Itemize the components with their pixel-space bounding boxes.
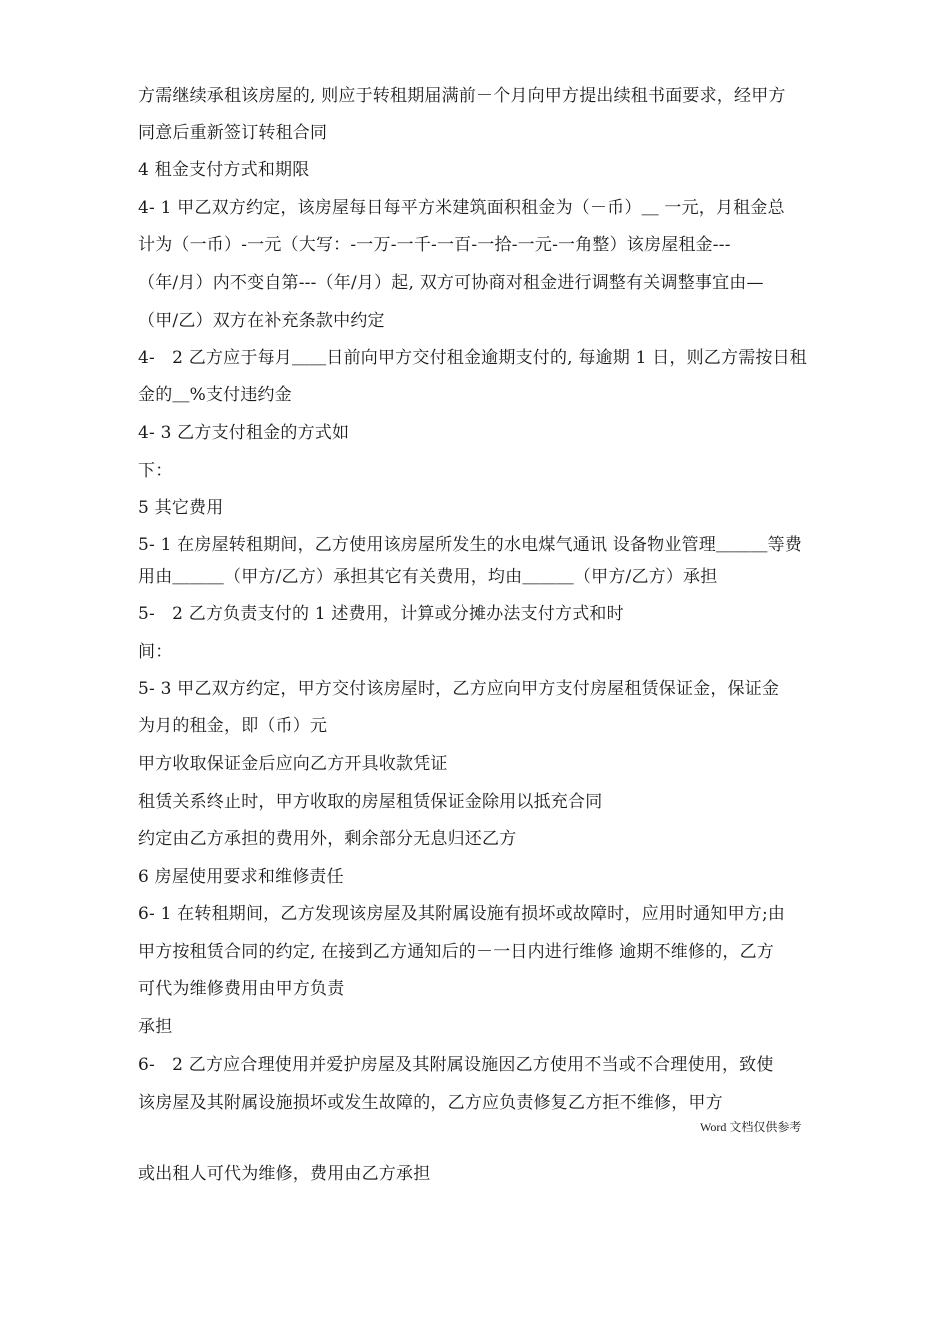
- text-line: 约定由乙方承担的费用外，剩余部分无息归还乙方: [138, 829, 517, 849]
- text-line: 5- 2 乙方负责支付的 1 述费用，计算或分摊办法支付方式和时: [138, 604, 624, 624]
- text-line: 或出租人可代为维修，费用由乙方承担: [138, 1164, 431, 1184]
- section-heading: 6 房屋使用要求和维修责任: [138, 867, 344, 887]
- text-line: 甲方按租赁合同的约定, 在接到乙方通知后的－一日内进行维修 逾期不维修的，乙方: [138, 942, 775, 962]
- text-line: 方需继续承租该房屋的, 则应于转租期届满前－个月向甲方提出续租书面要求，经甲方: [138, 86, 786, 106]
- text-line: 同意后重新签订转租合同: [138, 123, 328, 143]
- text-line: 4- 1 甲乙双方约定，该房屋每日每平方米建筑面积租金为（－币）＿ 一元，月租金总: [138, 198, 785, 218]
- text-line: 为月的租金，即（币）元: [138, 716, 328, 736]
- section-heading: 5 其它费用: [138, 498, 224, 518]
- text-line: 金的＿%支付违约金: [138, 385, 292, 405]
- text-line: （甲/乙）双方在补充条款中约定: [138, 311, 385, 331]
- text-line: 4- 3 乙方支付租金的方式如: [138, 423, 350, 443]
- text-line: 承担: [138, 1017, 173, 1037]
- text-line: 甲方收取保证金后应向乙方开具收款凭证: [138, 754, 448, 774]
- section-heading: 4 租金支付方式和期限: [138, 160, 310, 180]
- text-line: 间：: [138, 642, 173, 662]
- text-line: 计为（一币）-一元（大写：-一万-一千-一百-一拾-一元-一角整）该房屋租金---: [138, 235, 731, 255]
- text-line: （年/月）内不变自第---（年/月）起, 双方可协商对租金进行调整有关调整事宜由—: [138, 273, 764, 293]
- text-line: 6- 2 乙方应合理使用并爱护房屋及其附属设施因乙方使用不当或不合理使用，致使: [138, 1055, 774, 1075]
- text-line: 用由＿＿＿（甲方/乙方）承担其它有关费用，均由＿＿＿（甲方/乙方）承担: [138, 567, 718, 587]
- footer-note: Word 文档仅供参考: [700, 1120, 802, 1134]
- text-line: 下：: [138, 461, 173, 481]
- text-line: 5- 1 在房屋转租期间，乙方使用该房屋所发生的水电煤气通讯 设备物业管理＿＿＿等费: [138, 535, 802, 555]
- text-line: 可代为维修费用由甲方负责: [138, 979, 345, 999]
- text-line: 4- 2 乙方应于每月＿＿日前向甲方交付租金逾期支付的, 每逾期 1 日，则乙方需按日租: [138, 348, 808, 368]
- text-line: 该房屋及其附属设施损坏或发生故障的，乙方应负责修复乙方拒不维修，甲方: [138, 1093, 723, 1113]
- text-line: 5- 3 甲乙双方约定，甲方交付该房屋时，乙方应向甲方支付房屋租赁保证金，保证金: [138, 679, 780, 699]
- text-line: 租赁关系终止时，甲方收取的房屋租赁保证金除用以抵充合同: [138, 792, 603, 812]
- text-line: 6- 1 在转租期间，乙方发现该房屋及其附属设施有损坏或故障时，应用时通知甲方;由: [138, 904, 786, 924]
